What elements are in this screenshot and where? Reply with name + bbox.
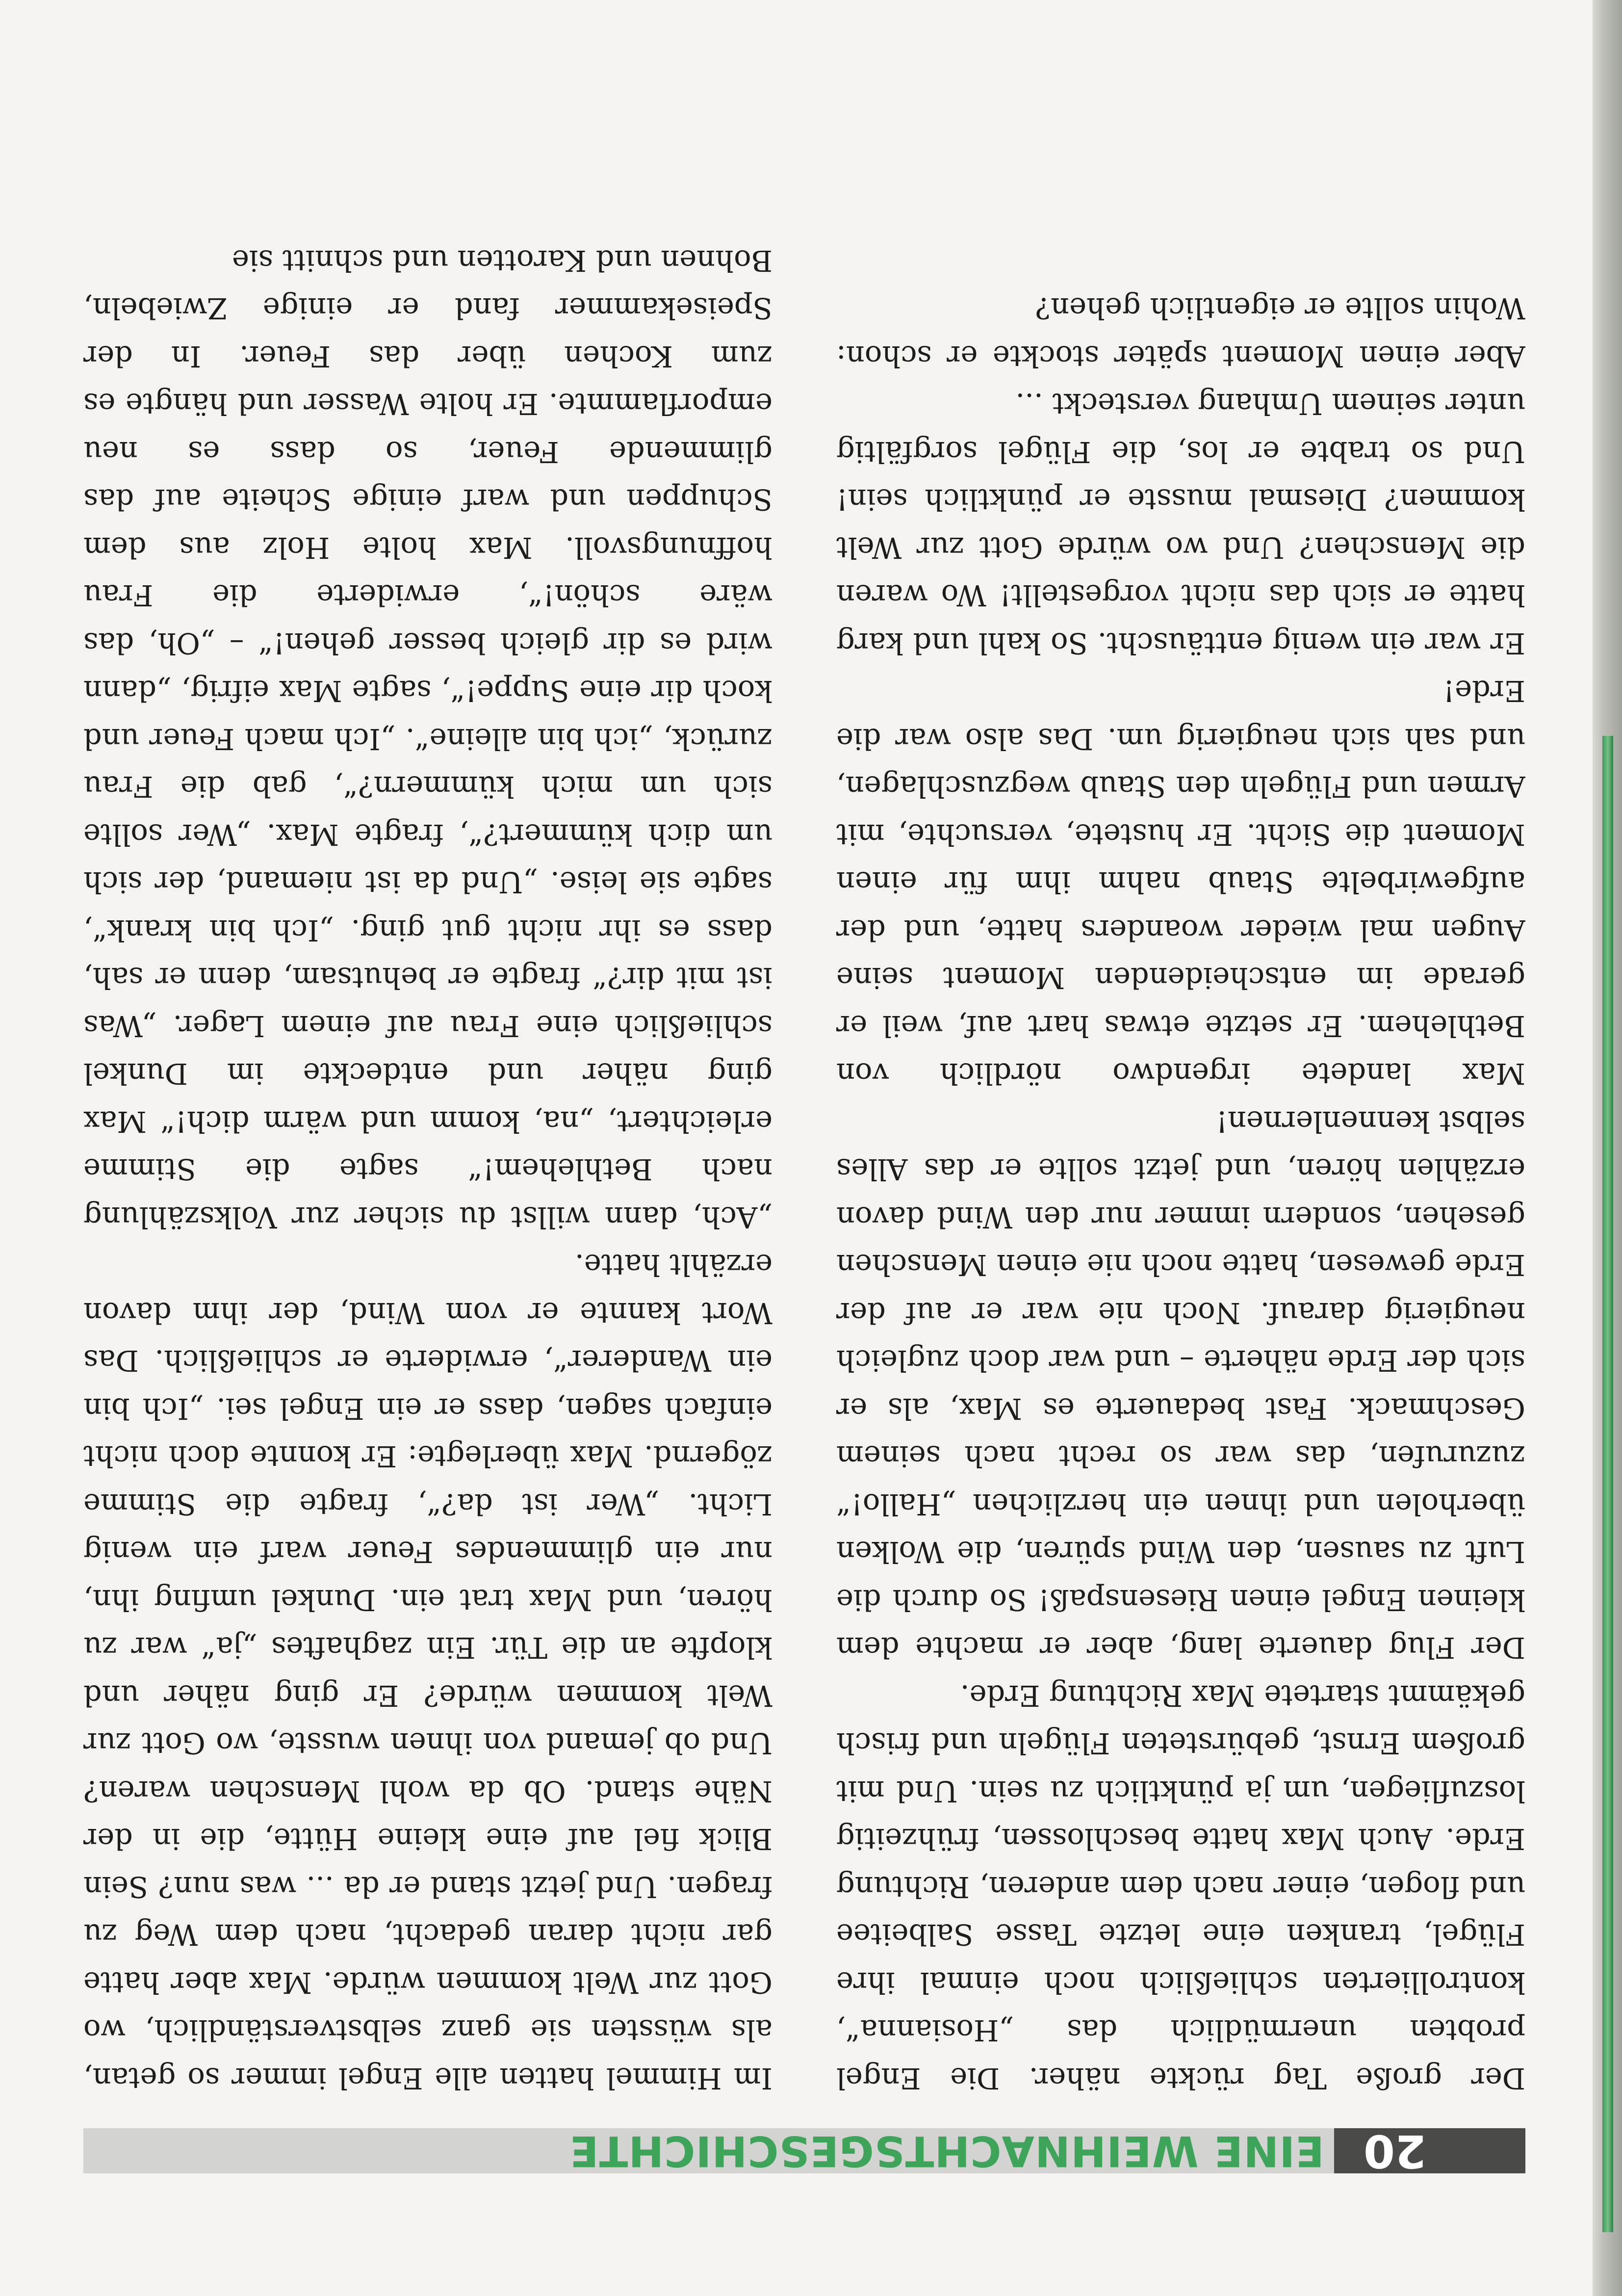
paragraph: „Ach, dann willst du sicher zur Volkszählung nach Bethlehem!“ sagte die Stimme erleichtert, „na, komm und wärm dich!“ Max ging näher und entdeckte im Dunkel schließlich eine Frau auf einem Lager. „Was ist mit dir?“ fragte er behutsam, denn er sah, dass es ihr nicht gut ging. „Ich bin krank“, sagte sie leise. „Und da ist niemand, der sich um dich kümmert?“, fragte Max. „Wer sollte sich um mich kümmern?“, gab die Frau zurück, „ich bin alleine“. „Ich mach Feuer und koch dir eine Suppe!“, sagte Max eifrig, „dann wird es dir gleich besser gehen!“ – „Oh, das wäre schön!“, erwiderte die Frau hoffnungsvoll. Max holte Holz aus dem Schuppen und warf einige Scheite auf das glimmende Feuer, so dass es neu emporflammte. Er holte Wasser und hängte es zum Kochen über das Feuer. In der Speisekammer fand er einige Zwiebeln, Bohnen und Karotten und schnitt sie	[83, 244, 772, 1234]
paragraph: Aber einen Moment später stockte er schon: Wohin sollte er eigentlich gehen?	[836, 291, 1525, 373]
paragraph: Er war ein wenig enttäuscht. So kahl und karg hatte er sich das nicht vorgestellt! Wo waren die Menschen? Und wo würde Gott zur Welt kommen? Diesmal musste er pünktlich sein! Und so trabte er los, die Flügel sorgfältig unter seinem Umhang versteckt ...	[836, 387, 1525, 660]
paragraph: Max landete irgendwo nördlich von Bethlehem. Er setzte etwas hart auf, weil er gerade im entscheidenden Moment seine Augen mal wieder woanders hatte, und der aufgewirbelte Staub nahm ihm für einen Moment die Sicht. Er hustete, versuchte, mit Armen und Flügeln den Staub wegzuschlagen, und sah sich neugierig um. Das also war die Erde!	[836, 674, 1525, 1091]
left-column	[836, 47, 1525, 2102]
paragraph: Der Flug dauerte lang, aber er machte dem kleinen Engel einen Riesenspaß! So durch die Luft zu sausen, den Wind spüren, die Wolken überholen und ihnen ein herzlichen „Hallo!“ zuzurufen, das war so recht nach seinem Geschmack. Fast bedauerte es Max, als er sich der Erde näherte – und war doch zugleich neugierig darauf. Noch nie war er auf der Erde gewesen, hatte noch nie einen Menschen gesehen, sondern immer nur den Wind davon erzählen hören, und jetzt sollte er das Alles selbst kennenlernen!	[836, 1105, 1525, 1665]
paragraph: Der große Tag rückte näher. Die Engel probten unermüdlich das „Hosianna“, kontrollierten schließlich noch einmal ihre Flügel, tranken eine letzte Tasse Salbeitee und flogen, einer nach dem anderen, Richtung Erde. Auch Max hatte beschlossen, frühzeitig loszufliegen, um ja pünktlich zu sein. Und mit großem Ernst, gebürsteten Flügeln und frisch gekämmt startete Max Richtung Erde.	[836, 1679, 1525, 2095]
right-column	[83, 47, 772, 2102]
section-title: EINE WEIHNACHTSGESCHICHTE	[569, 2126, 1324, 2175]
text-columns	[83, 47, 1525, 2102]
green-page-edge	[1602, 736, 1613, 2232]
page-number: 20	[1334, 2128, 1525, 2173]
paragraph: Im Himmel hatten alle Engel immer so getan, als wüssten sie ganz selbstverständlich, wo Gott zur Welt kommen würde. Max aber hatte gar nicht daran gedacht, nach dem Weg zu fragen. Und jetzt stand er da ... was nun? Sein Blick fiel auf eine kleine Hütte, die in der Nähe stand. Ob da wohl Menschen waren? Und ob jemand von ihnen wusste, wo Gott zur Welt kommen würde? Er ging näher und klopfte an die Tür. Ein zaghaftes „ja“ war zu hören, und Max trat ein. Dunkel umfing ihn, nur ein glimmendes Feuer warf ein wenig Licht. „Wer ist da?“, fragte die Stimme zögernd. Max überlegte: Er konnte doch nicht einfach sagen, dass er ein Engel sei. „Ich bin ein Wanderer“, erwiderte er schließlich. Das Wort kannte er vom Wind, der ihm davon erzählt hatte.	[83, 1248, 772, 2095]
header-bar	[83, 2125, 1525, 2177]
printed-page-rotated	[83, 44, 1525, 2177]
